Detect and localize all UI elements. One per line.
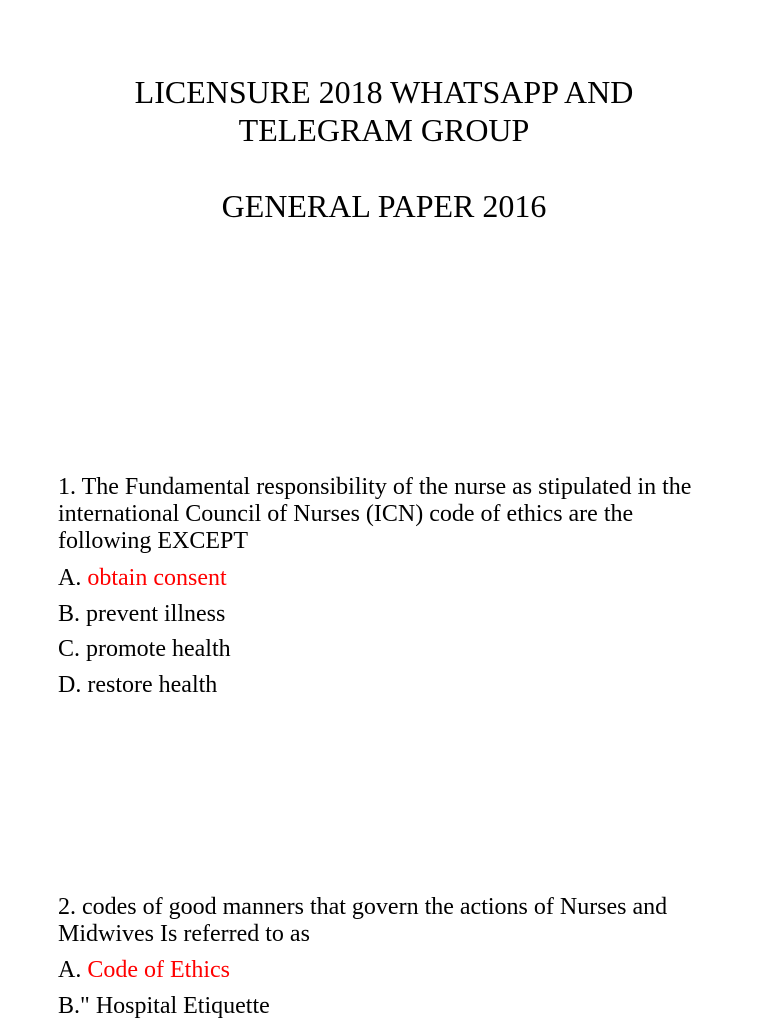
question-1-text: 1. The Fundamental responsibility of the nurse as stipulated in the international Council of Nurses (ICN) code of ethics are the following EXCEPT	[58, 474, 692, 554]
option-letter: B."	[58, 993, 96, 1019]
title-line-2: TELEGRAM GROUP	[238, 112, 530, 148]
title-line-1: LICENSURE 2018 WHATSAPP AND	[134, 74, 634, 110]
question-2-option-b	[58, 992, 270, 1020]
option-text: Hospital Etiquette	[95, 993, 270, 1019]
option-text: prevent illness	[86, 601, 226, 627]
option-letter: B.	[58, 601, 87, 627]
paper-subtitle: GENERAL PAPER 2016	[221, 188, 547, 224]
question-2-text: 2. codes of good manners that govern the actions of Nurses and Midwives Is referred to as	[58, 894, 668, 947]
question-1-option-d	[58, 671, 217, 699]
question-1-option-b	[58, 600, 225, 628]
question-1-option-a	[58, 564, 227, 592]
option-letter: C.	[58, 636, 87, 662]
option-letter: D.	[58, 672, 88, 698]
option-text: promote health	[86, 636, 231, 662]
question-1-option-c	[58, 635, 231, 663]
question-2-option-a	[58, 956, 230, 984]
correct-answer-text: obtain consent	[87, 565, 227, 591]
option-letter: A.	[58, 565, 88, 591]
option-letter: A.	[58, 957, 88, 983]
correct-answer-text: Code of Ethics	[87, 957, 230, 983]
option-text: restore health	[87, 672, 218, 698]
